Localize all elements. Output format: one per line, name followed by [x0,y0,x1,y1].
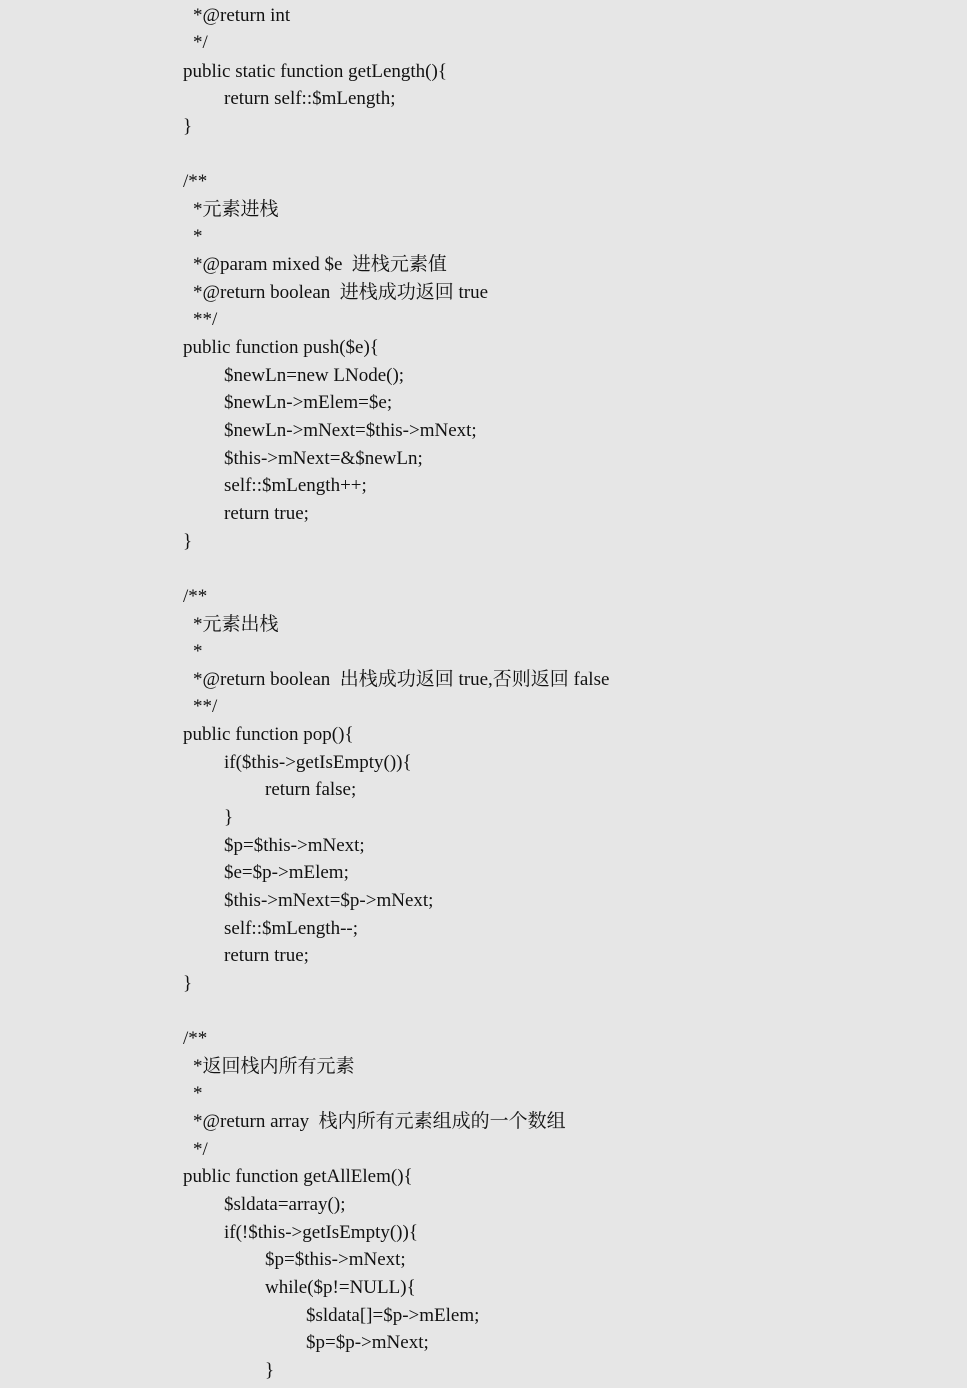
code-line: return true; [224,945,309,966]
code-line: } [265,1360,275,1381]
code-line: if(!$this->getIsEmpty()){ [224,1222,418,1243]
code-line: return self::$mLength; [224,88,396,109]
code-line: self::$mLength++; [224,475,367,496]
code-line: $this->mNext=&$newLn; [224,448,423,469]
code-line: * [193,1083,203,1104]
code-line: /** [183,586,208,607]
code-line: public function getAllElem(){ [183,1166,413,1187]
code-line: /** [183,1028,208,1049]
code-line: $this->mNext=$p->mNext; [224,890,434,911]
code-line: public static function getLength(){ [183,61,447,82]
code-line: $newLn=new LNode(); [224,365,405,386]
code-line: *@return boolean 进栈成功返回 true [193,282,489,303]
code-line: self::$mLength--; [224,918,359,939]
code-line: */ [193,1139,208,1160]
code-line: *@return boolean 出栈成功返回 true,否则返回 false [193,669,610,690]
code-line: } [183,973,193,994]
code-line: $p=$this->mNext; [224,835,365,856]
code-line: if($this->getIsEmpty()){ [224,752,412,773]
code-line: *返回栈内所有元素 [193,1056,355,1077]
code-line: $p=$this->mNext; [265,1249,406,1270]
code-line: **/ [193,696,218,717]
code-line: * [193,641,203,662]
code-line: while($p!=NULL){ [265,1277,416,1298]
code-line: } [183,531,193,552]
code-line: $newLn->mNext=$this->mNext; [224,420,477,441]
code-line: *@param mixed $e 进栈元素值 [193,254,447,275]
code-line: * [193,226,203,247]
code-line: $sldata[]=$p->mElem; [306,1305,480,1326]
code-line: } [183,116,193,137]
code-line: $newLn->mElem=$e; [224,392,393,413]
code-line: /** [183,171,208,192]
code-line: $p=$p->mNext; [306,1332,429,1353]
code-line: *@return array 栈内所有元素组成的一个数组 [193,1111,566,1132]
code-line: *元素出栈 [193,614,279,635]
code-line: public function push($e){ [183,337,379,358]
code-line: */ [193,32,208,53]
code-line: *@return int [193,5,291,26]
code-line: *元素进栈 [193,199,279,220]
code-line: **/ [193,309,218,330]
code-line: } [224,807,234,828]
code-line: $sldata=array(); [224,1194,346,1215]
code-line: return true; [224,503,309,524]
code-line: public function pop(){ [183,724,354,745]
code-line: $e=$p->mElem; [224,862,349,883]
code-line: return false; [265,779,357,800]
